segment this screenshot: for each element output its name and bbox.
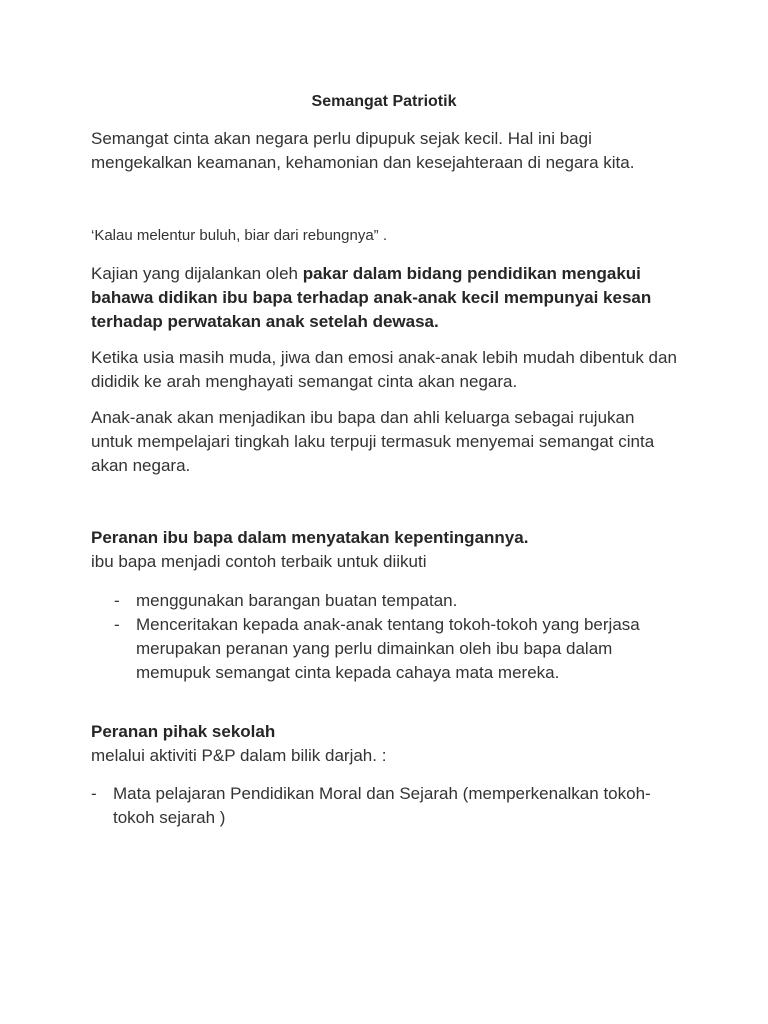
parents-subheading: ibu bapa menjadi contoh terbaik untuk diikuti: [91, 552, 427, 571]
study-paragraph: [91, 262, 691, 334]
intro-paragraph: Semangat cinta akan negara perlu dipupuk sejak kecil. Hal ini bagi mengekalkan keamanan, kehamonian dan kesejahteraan di negara kita.: [91, 129, 635, 172]
role-models-paragraph: Anak-anak akan menjadikan ibu bapa dan ahli keluarga sebagai rujukan untuk mempelajari tingkah laku terpuji termasuk menyemai semangat cinta akan negara.: [91, 408, 655, 475]
list-item-text: menggunakan barangan buatan tempatan.: [136, 591, 458, 610]
list-item: [0, 782, 768, 830]
list-item: [0, 613, 768, 685]
list-item-text: Menceritakan kepada anak-anak tentang tokoh-tokoh yang berjasa merupakan peranan yang perlu dimainkan oleh ibu bapa dalam memupuk semangat cinta kepada cahaya mata mereka.: [136, 615, 640, 682]
young-age-paragraph: Ketika usia masih muda, jiwa dan emosi anak-anak lebih mudah dibentuk dan dididik ke arah menghayati semangat cinta akan negara.: [91, 348, 677, 391]
parents-heading: Peranan ibu bapa dalam menyatakan kepentingannya.: [91, 528, 529, 547]
school-list: [0, 782, 768, 830]
list-dash: -: [114, 615, 120, 634]
list-item: [0, 589, 768, 613]
school-subheading: melalui aktiviti P&P dalam bilik darjah. :: [91, 746, 387, 765]
study-bold-text: pakar dalam bidang pendidikan mengakui bahawa didikan ibu bapa terhadap anak-anak kecil mempunyai kesan terhadap perwatakan anak setelah dewasa.: [91, 264, 652, 331]
list-item-text: Mata pelajaran Pendidikan Moral dan Sejarah (memperkenalkan tokoh-tokoh sejarah ): [113, 784, 651, 827]
list-dash: -: [91, 784, 97, 803]
study-prefix: Kajian yang dijalankan oleh: [91, 264, 303, 283]
parents-list: [0, 589, 768, 685]
proverb-line: ‘Kalau melentur buluh, biar dari rebungnya” .: [91, 227, 388, 244]
school-heading: Peranan pihak sekolah: [91, 722, 276, 741]
list-dash: -: [114, 591, 120, 610]
parents-section: [91, 526, 691, 574]
document-title: Semangat Patriotik: [311, 93, 457, 110]
school-section: [91, 720, 691, 768]
